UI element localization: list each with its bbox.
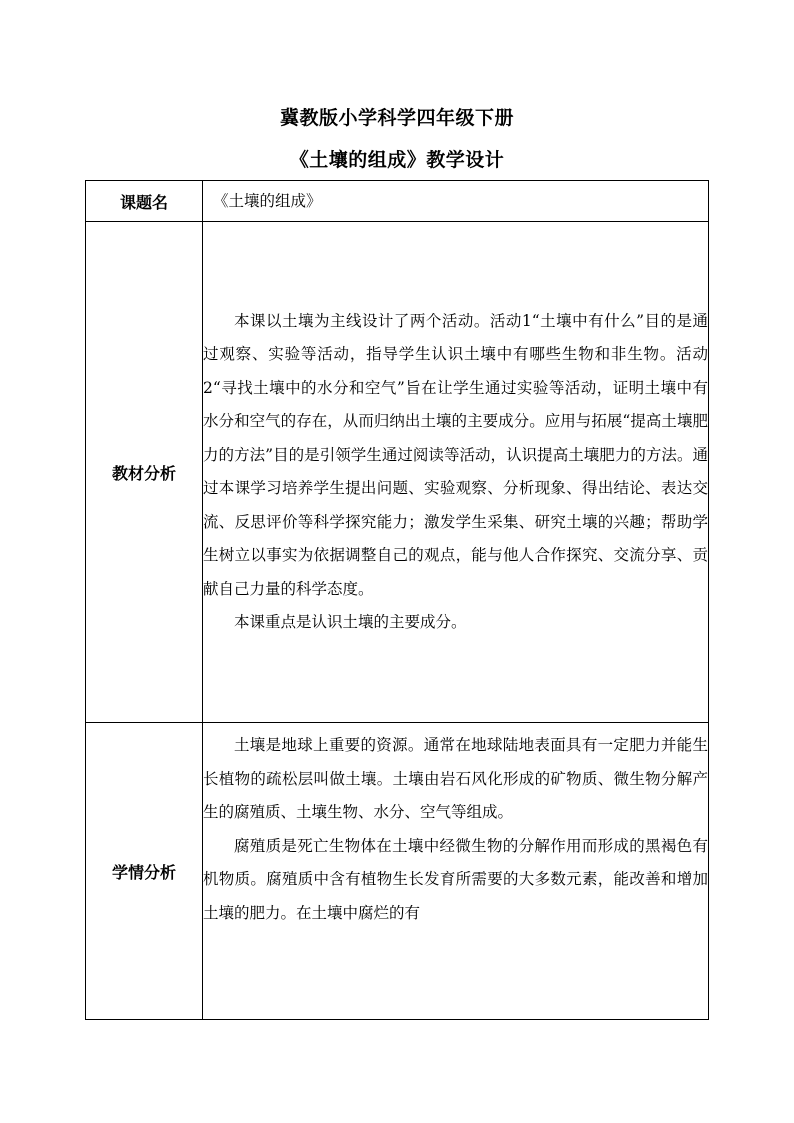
row-label-student-analysis: 学情分析 (86, 723, 203, 1020)
row-content-topic (203, 181, 709, 222)
paragraph: 本课重点是认识土壤的主要成分。 (234, 613, 467, 631)
topic-name: 《土壤的组成》 (213, 192, 322, 210)
table-row (86, 222, 709, 723)
document-subtitle: 《土壤的组成》教学设计 (289, 149, 505, 171)
paragraph: 土壤是地球上重要的资源。通常在地球陆地表面具有一定肥力并能生长植物的疏松层叫做土壤。土壤由岩石风化形成的矿物质、微生物分解产生的腐殖质、土壤生物、水分、空气等组成。 (203, 736, 708, 821)
row-content-student-analysis (203, 723, 709, 1020)
paragraph: 腐殖质是死亡生物体在土壤中经微生物的分解作用而形成的黑褐色有机物质。腐殖质中含有植物生长发育所需要的大多数元素，能改善和增加土壤的肥力。在土壤中腐烂的有 (203, 836, 708, 922)
row-content-material-analysis (203, 222, 709, 723)
paragraph: 本课以土壤为主线设计了两个活动。活动1“土壤中有什么”目的是通过观察、实验等活动，指导学生认识土壤中有哪些生物和非生物。活动2“寻找土壤中的水分和空气”旨在让学生通过实验等活动，证明土壤中有水分和空气的存在，从而归纳出土壤的主要成分。应用与拓展“提高土壤肥力的方法”目的是引领学生通过阅读等活动，认识提高土壤肥力的方法。通过本课学习培养学生提出问题、实验观察、分析现象、得出结论、表达交流、反思评价等科学探究能力；激发学生采集、研究土壤的兴趣；帮助学生树立以事实为依据调整自己的观点，能与他人合作探究、交流分享、贡献自己力量的科学态度。 (203, 311, 708, 598)
table-row (86, 723, 709, 1020)
row-label-topic: 课题名 (86, 181, 203, 222)
document-title: 冀教版小学科学四年级下册 (279, 107, 514, 129)
row-label-material-analysis: 教材分析 (86, 222, 203, 723)
table-row (86, 181, 709, 222)
lesson-plan-table (85, 180, 709, 1020)
